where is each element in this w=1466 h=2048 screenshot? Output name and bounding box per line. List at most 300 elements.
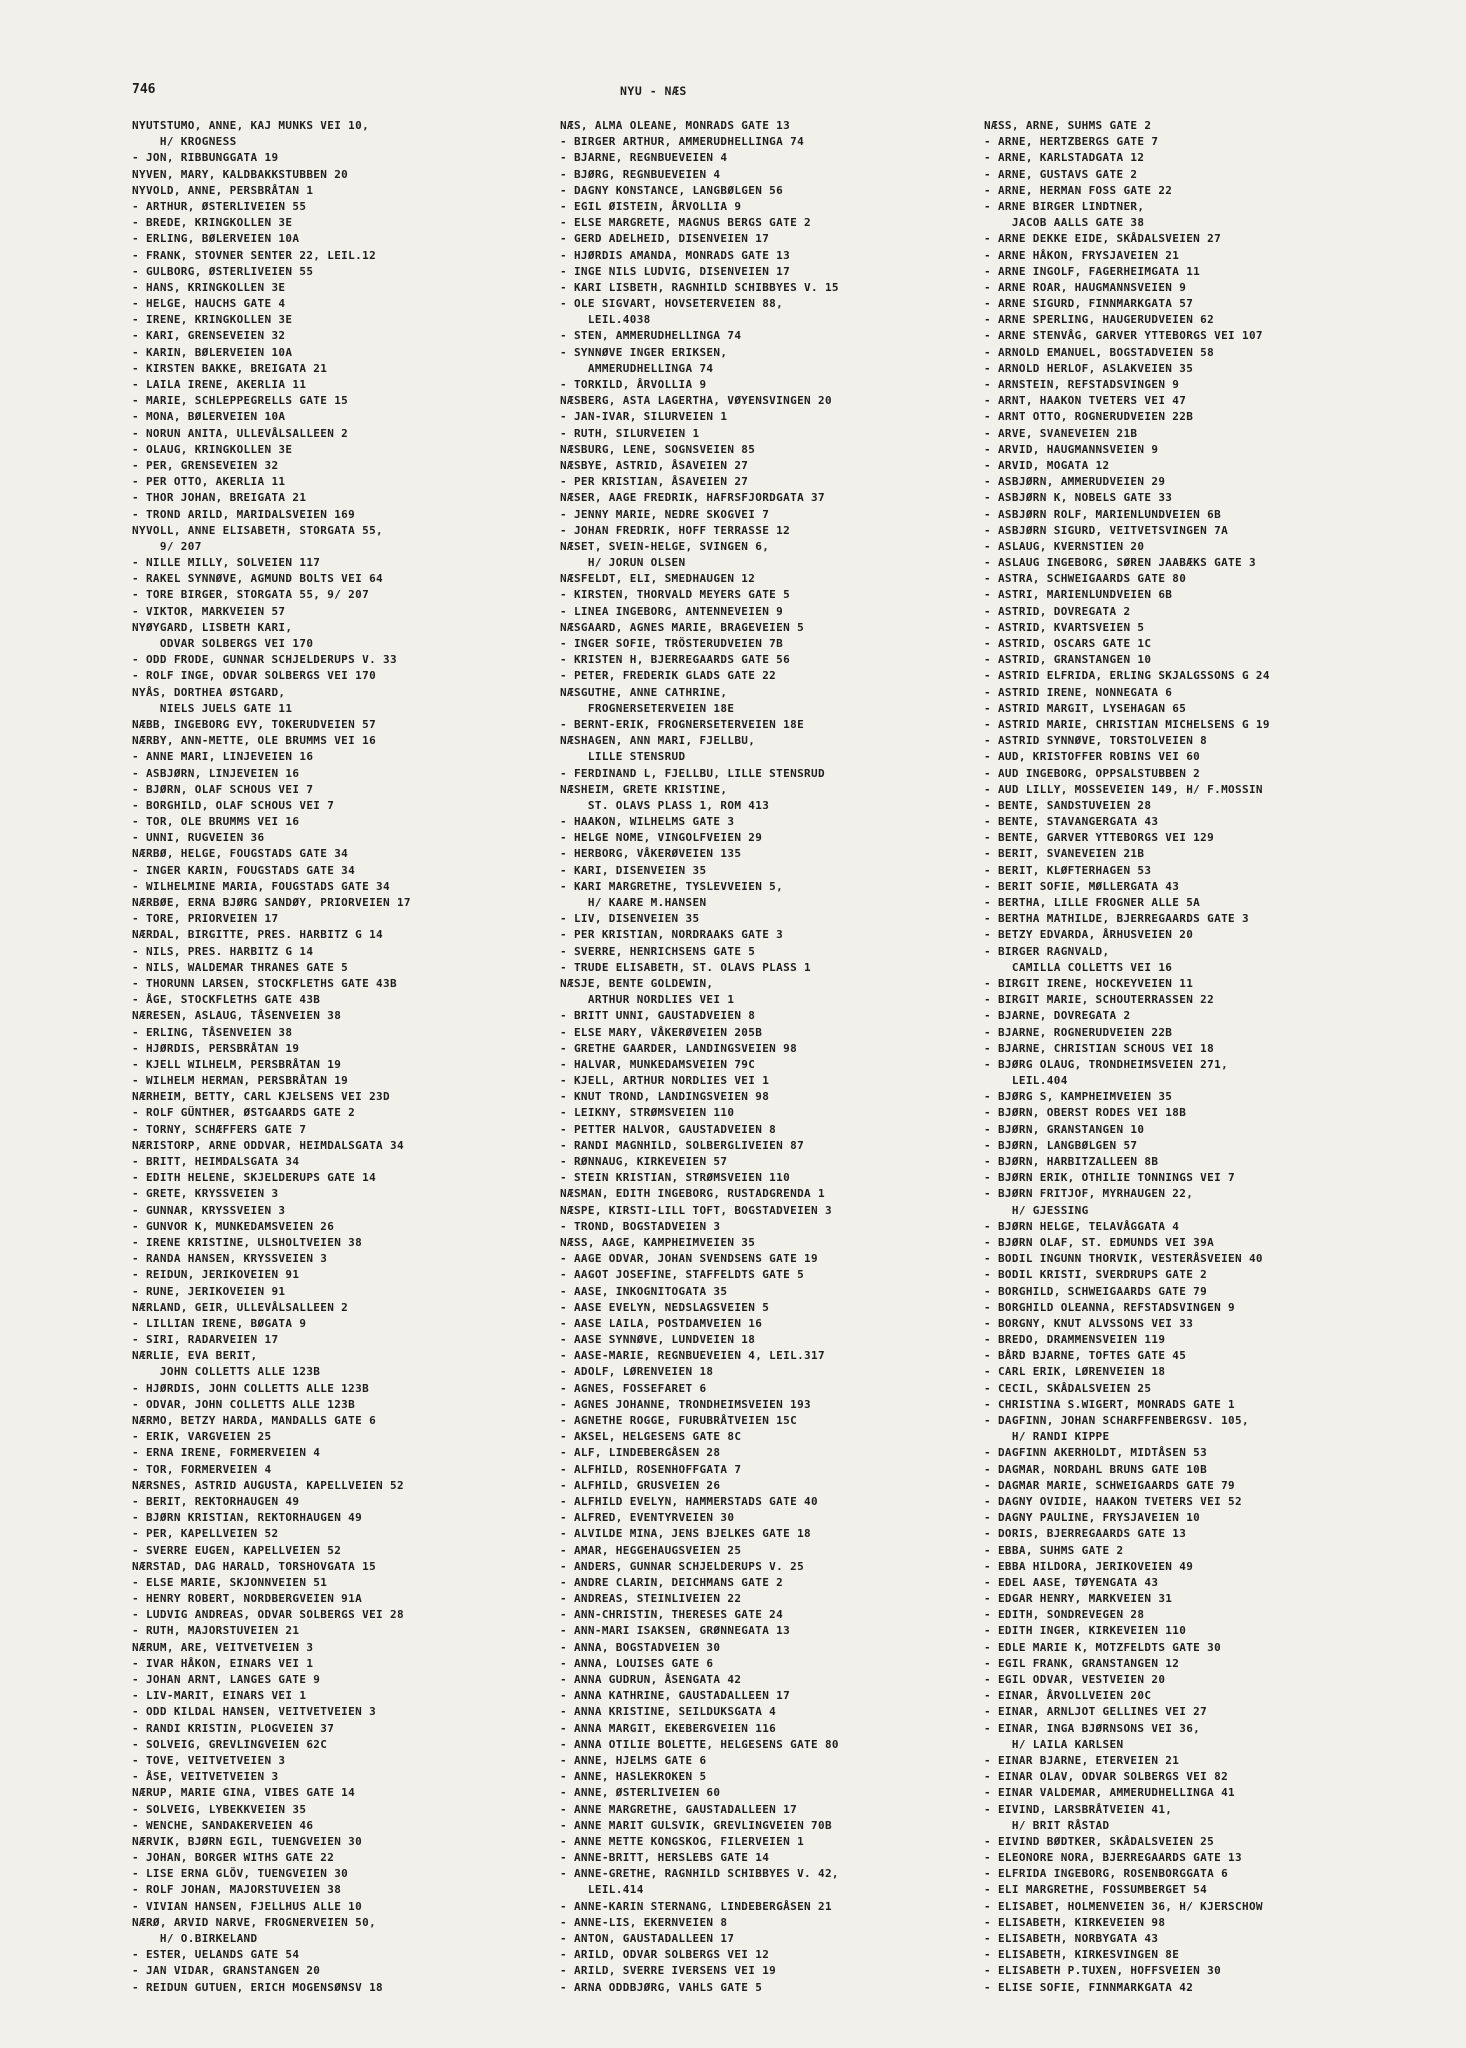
directory-entry-line: - TROND ARILD, MARIDALSVEIEN 169 — [132, 507, 356, 521]
directory-entry-line: - KARI MARGRETHE, TYSLEVVEIEN 5, — [560, 879, 784, 893]
directory-entry-line: - LAILA IRENE, AKERLIA 11 — [132, 378, 307, 391]
directory-entry-line: - AASE EVELYN, NEDSLAGSVEIEN 5 — [560, 1300, 770, 1314]
directory-entry-line: - ANNE-BRITT, HERSLEBS GATE 14 — [560, 1851, 770, 1865]
directory-entry-line: - BODIL KRISTI, SVERDRUPS GATE 2 — [984, 1268, 1208, 1282]
running-head: NYU - NÆS — [620, 84, 687, 98]
directory-entry-line: - TORE, PRIORVEIEN 17 — [132, 912, 279, 926]
directory-entry-line: - GRETHE GAARDER, LANDINGSVEIEN 98 — [560, 1041, 798, 1055]
directory-entry-line: - KNUT TROND, LANDINGSVEIEN 98 — [560, 1090, 770, 1104]
directory-entry-line: - BERIT, KLØFTERHAGEN 53 — [984, 863, 1152, 877]
directory-entry-line: - EINAR, ÅRVOLLVEIEN 20C — [984, 1689, 1152, 1703]
directory-entry-line: NÆBB, INGEBORG EVY, TOKERUDVEIEN 57 — [132, 717, 377, 731]
directory-entry-line: - ELSE MARGRETE, MAGNUS BERGS GATE 2 — [560, 216, 812, 230]
directory-entry-line: - SVERRE, HENRICHSENS GATE 5 — [560, 944, 756, 958]
directory-entry-line: - BJØRG S, KAMPHEIMVEIEN 35 — [984, 1090, 1173, 1104]
directory-entry-line: - REIDUN GUTUEN, ERICH MOGENSØNSV 18 — [132, 1980, 384, 1994]
directory-entry-line: - BJØRN HELGE, TELAVÅGGATA 4 — [984, 1219, 1180, 1233]
directory-entry-line: - EDITH INGER, KIRKEVEIEN 110 — [984, 1624, 1187, 1638]
directory-entry-line: - GUNNAR, KRYSSVEIEN 3 — [132, 1203, 286, 1217]
directory-entry-line: - TOVE, VEITVETVEIEN 3 — [132, 1753, 286, 1767]
directory-entry-line: - HELGE NOME, VINGOLFVEIEN 29 — [560, 831, 763, 845]
directory-entry-line: - ARNE SPERLING, HAUGERUDVEIEN 62 — [984, 313, 1215, 327]
directory-entry-line: - BJØRN FRITJOF, MYRHAUGEN 22, — [984, 1187, 1194, 1201]
directory-entry-line: H/ O.BIRKELAND — [132, 1932, 258, 1945]
directory-entry-line: - DAGMAR MARIE, SCHWEIGAARDS GATE 79 — [984, 1478, 1236, 1492]
directory-entry-line: ARTHUR NORDLIES VEI 1 — [560, 993, 735, 1007]
directory-entry-line: - KRISTEN H, BJERREGAARDS GATE 56 — [560, 653, 791, 667]
directory-entry-line: - LEIKNY, STRØMSVEIEN 110 — [560, 1106, 735, 1120]
directory-entry-line: - EINAR, INGA BJØRNSONS VEI 36, — [984, 1721, 1201, 1735]
directory-entry-line: - CARL ERIK, LØRENVEIEN 18 — [984, 1365, 1166, 1379]
directory-entry-line: - BERTHA, LILLE FROGNER ALLE 5A — [984, 896, 1201, 909]
directory-entry-line: - CHRISTINA S.WIGERT, MONRADS GATE 1 — [984, 1397, 1236, 1411]
directory-entry-line: - DAGNY OVIDIE, HAAKON TVETERS VEI 52 — [984, 1494, 1242, 1508]
directory-entry-line: - GULBORG, ØSTERLIVEIEN 55 — [132, 264, 314, 278]
directory-entry-line: - BJØRG, REGNBUEVEIEN 4 — [560, 167, 721, 181]
directory-entry-line: - BJØRN, HARBITZALLEEN 8B — [984, 1155, 1159, 1168]
directory-entry-line: - BENTE, STAVANGERGATA 43 — [984, 815, 1159, 829]
directory-entry-line: - HAAKON, WILHELMS GATE 3 — [560, 815, 735, 829]
directory-entry-line: - BIRGIT MARIE, SCHOUTERRASSEN 22 — [984, 993, 1215, 1007]
directory-entry-line: - HALVAR, MUNKEDAMSVEIEN 79C — [560, 1057, 756, 1071]
directory-entry-line: NÆRSNES, ASTRID AUGUSTA, KAPELLVEIEN 52 — [132, 1478, 404, 1492]
directory-entry-line: - ARVID, MOGATA 12 — [984, 458, 1110, 472]
directory-entry-line: - ELSE MARIE, SKJONNVEIEN 51 — [132, 1575, 328, 1589]
directory-entry-line: - BJØRG OLAUG, TRONDHEIMSVEIEN 271, — [984, 1057, 1229, 1071]
directory-entry-line: - TOR, OLE BRUMMS VEI 16 — [132, 815, 300, 829]
directory-entry-line: - ERIK, VARGVEIEN 25 — [132, 1430, 272, 1444]
directory-entry-line: - EDLE MARIE K, MOTZFELDTS GATE 30 — [984, 1640, 1222, 1654]
directory-entry-line: NÆRØ, ARVID NARVE, FROGNERVEIEN 50, — [132, 1915, 377, 1929]
directory-entry-line: H/ GJESSING — [984, 1203, 1089, 1217]
directory-entry-line: - ELEONORE NORA, BJERREGAARDS GATE 13 — [984, 1851, 1242, 1865]
directory-entry-line: - JON, RIBBUNGGATA 19 — [132, 151, 279, 165]
directory-entry-line: - EDITH, SONDREVEGEN 28 — [984, 1608, 1145, 1622]
directory-entry-line: - INGER SOFIE, TRÖSTERUDVEIEN 7B — [560, 637, 784, 650]
directory-entry-line: - SYNNØVE INGER ERIKSEN, — [560, 345, 728, 359]
directory-entry-line: - AUD, KRISTOFFER ROBINS VEI 60 — [984, 750, 1201, 764]
directory-entry-line: H/ RANDI KIPPE — [984, 1430, 1110, 1444]
directory-entry-line: - EDGAR HENRY, MARKVEIEN 31 — [984, 1592, 1173, 1606]
directory-entry-line: - AAGE ODVAR, JOHAN SVENDSENS GATE 19 — [560, 1252, 818, 1266]
directory-entry-line: - ANNA KATHRINE, GAUSTADALLEEN 17 — [560, 1689, 791, 1703]
directory-entry-line: NÆRUM, ARE, VEITVETVEIEN 3 — [132, 1640, 314, 1654]
directory-entry-line: - ELI MARGRETHE, FOSSUMBERGET 54 — [984, 1883, 1208, 1897]
directory-entry-line: - NILS, PRES. HARBITZ G 14 — [132, 944, 314, 958]
directory-entry-line: - JAN-IVAR, SILURVEIEN 1 — [560, 410, 728, 424]
directory-entry-line: NÆSMAN, EDITH INGEBORG, RUSTADGRENDA 1 — [560, 1187, 825, 1201]
directory-entry-line: NÆRSTAD, DAG HARALD, TORSHOVGATA 15 — [132, 1559, 377, 1573]
directory-entry-line: - ODD FRODE, GUNNAR SCHJELDERUPS V. 33 — [132, 653, 397, 667]
directory-entry-line: NÆSJE, BENTE GOLDEWIN, — [560, 976, 714, 990]
directory-entry-line: - ROLF INGE, ODVAR SOLBERGS VEI 170 — [132, 669, 377, 683]
directory-entry-line: LEIL.4038 — [560, 313, 651, 327]
directory-entry-line: - SIRI, RADARVEIEN 17 — [132, 1333, 279, 1347]
directory-entry-line: - EINAR OLAV, ODVAR SOLBERGS VEI 82 — [984, 1770, 1229, 1784]
directory-entry-line: - ANDREAS, STEINLIVEIEN 22 — [560, 1592, 742, 1606]
directory-entry-line: - MARIE, SCHLEPPEGRELLS GATE 15 — [132, 394, 349, 408]
directory-entry-line: NIELS JUELS GATE 11 — [132, 701, 293, 715]
directory-entry-line: - ASBJØRN, AMMERUDVEIEN 29 — [984, 475, 1166, 489]
directory-entry-line: - KARI LISBETH, RAGNHILD SCHIBBYES V. 15 — [560, 280, 839, 294]
directory-entry-line: NYVOLL, ANNE ELISABETH, STORGATA 55, — [132, 523, 384, 537]
directory-entry-line: - ARNOLD EMANUEL, BOGSTADVEIEN 58 — [984, 345, 1215, 359]
directory-entry-line: - EINAR BJARNE, ETERVEIEN 21 — [984, 1753, 1180, 1767]
directory-entry-line: NÆSER, AAGE FREDRIK, HAFRSFJORDGATA 37 — [560, 491, 825, 505]
directory-entry-line: - BJØRN OLAF, ST. EDMUNDS VEI 39A — [984, 1235, 1215, 1249]
directory-entry-line: - EBBA, SUHMS GATE 2 — [984, 1543, 1124, 1557]
directory-entry-line: H/ LAILA KARLSEN — [984, 1737, 1124, 1751]
directory-entry-line: - SOLVEIG, GREVLINGVEIEN 62C — [132, 1737, 328, 1751]
directory-entry-line: - BODIL INGUNN THORVIK, VESTERÅSVEIEN 40 — [984, 1252, 1263, 1266]
directory-entry-line: NÆSET, SVEIN-HELGE, SVINGEN 6, — [560, 539, 770, 553]
directory-entry-line: - NORUN ANITA, ULLEVÅLSALLEEN 2 — [132, 426, 349, 440]
directory-entry-line: - ANNE, ØSTERLIVEIEN 60 — [560, 1786, 721, 1800]
directory-entry-line: - RANDI KRISTIN, PLOGVEIEN 37 — [132, 1721, 335, 1735]
directory-entry-line: - ROLF GÜNTHER, ØSTGAARDS GATE 2 — [132, 1106, 356, 1120]
directory-entry-line: - BERNT-ERIK, FROGNERSETERVEIEN 18E — [560, 717, 805, 731]
directory-entry-line: - AASE-MARIE, REGNBUEVEIEN 4, LEIL.317 — [560, 1349, 825, 1363]
directory-entry-line: - ALFHILD EVELYN, HAMMERSTADS GATE 40 — [560, 1494, 818, 1508]
directory-entry-line: - ARNE, HERTZBERGS GATE 7 — [984, 135, 1159, 149]
directory-entry-line: - BJØRN ERIK, OTHILIE TONNINGS VEI 7 — [984, 1171, 1236, 1185]
directory-entry-line: NÆRBY, ANN-METTE, OLE BRUMMS VEI 16 — [132, 734, 377, 748]
directory-entry-line: - KJELL, ARTHUR NORDLIES VEI 1 — [560, 1074, 770, 1088]
directory-entry-line: - ARNE, KARLSTADGATA 12 — [984, 151, 1145, 165]
directory-entry-line: - ODD KILDAL HANSEN, VEITVETVEIEN 3 — [132, 1705, 377, 1719]
directory-entry-line: - INGE NILS LUDVIG, DISENVEIEN 17 — [560, 264, 791, 278]
directory-entry-line: - FRANK, STOVNER SENTER 22, LEIL.12 — [132, 248, 377, 262]
directory-entry-line: FROGNERSETERVEIEN 18E — [560, 701, 735, 715]
directory-entry-line: - ARNT, HAAKON TVETERS VEI 47 — [984, 394, 1187, 408]
directory-entry-line: NÆSGAARD, AGNES MARIE, BRAGEVEIEN 5 — [560, 620, 805, 634]
directory-entry-line: - PER OTTO, AKERLIA 11 — [132, 475, 286, 489]
directory-entry-line: - BJØRN, LANGBØLGEN 57 — [984, 1138, 1138, 1152]
directory-entry-line: - HERBORG, VÅKERØVEIEN 135 — [560, 847, 742, 861]
directory-entry-line: - RANDI MAGNHILD, SOLBERGLIVEIEN 87 — [560, 1138, 805, 1152]
directory-entry-line: - WILHELMINE MARIA, FOUGSTADS GATE 34 — [132, 879, 390, 893]
directory-entry-line: - ANNA MARGIT, EKEBERGVEIEN 116 — [560, 1721, 777, 1735]
directory-entry-line: - TORNY, SCHÆFFERS GATE 7 — [132, 1122, 307, 1136]
directory-entry-line: - ANNE-KARIN STERNANG, LINDEBERGÅSEN 21 — [560, 1899, 832, 1913]
directory-entry-line: - AAGOT JOSEFINE, STAFFELDTS GATE 5 — [560, 1268, 805, 1282]
directory-entry-line: - HJØRDIS, JOHN COLLETTS ALLE 123B — [132, 1381, 370, 1395]
directory-entry-line: - EBBA HILDORA, JERIKOVEIEN 49 — [984, 1559, 1194, 1573]
directory-entry-line: - ASTRID, GRANSTANGEN 10 — [984, 653, 1152, 667]
directory-entry-line: - ANTON, GAUSTADALLEEN 17 — [560, 1932, 735, 1945]
page-number: 746 — [132, 82, 156, 97]
directory-entry-line: - ASTRID, DOVREGATA 2 — [984, 604, 1131, 618]
directory-entry-line: - BREDE, KRINGKOLLEN 3E — [132, 216, 293, 230]
directory-entry-line: - STEIN KRISTIAN, STRØMSVEIEN 110 — [560, 1171, 791, 1185]
directory-entry-line: - TROND, BOGSTADVEIEN 3 — [560, 1219, 721, 1233]
directory-entry-line: - PER KRISTIAN, ÅSAVEIEN 27 — [560, 475, 749, 489]
directory-entry-line: - ANNA, BOGSTADVEIEN 30 — [560, 1640, 721, 1654]
directory-entry-line: - ASLAUG, KVERNSTIEN 20 — [984, 539, 1145, 553]
directory-entry-line: - ELISABETH P.TUXEN, HOFFSVEIEN 30 — [984, 1964, 1222, 1978]
directory-entry-line: - UNNI, RUGVEIEN 36 — [132, 831, 265, 845]
directory-entry-line: - ASTRID, KVARTSVEIEN 5 — [984, 620, 1145, 634]
directory-entry-line: - ANNA GUDRUN, ÅSENGATA 42 — [560, 1673, 742, 1686]
directory-entry-line: - PER, KAPELLVEIEN 52 — [132, 1527, 279, 1541]
directory-entry-line: NÆSS, ARNE, SUHMS GATE 2 — [984, 119, 1152, 132]
directory-entry-line: - AASE LAILA, POSTDAMVEIEN 16 — [560, 1316, 763, 1330]
directory-entry-line: - EGIL ØISTEIN, ÅRVOLLIA 9 — [560, 199, 742, 213]
directory-entry-line: - AGNES JOHANNE, TRONDHEIMSVEIEN 193 — [560, 1397, 812, 1411]
directory-entry-line: - BJARNE, ROGNERUDVEIEN 22B — [984, 1025, 1173, 1039]
directory-entry-line: - TORKILD, ÅRVOLLIA 9 — [560, 378, 707, 391]
directory-entry-line: - NILS, WALDEMAR THRANES GATE 5 — [132, 960, 349, 974]
directory-entry-line: - BETZY EDVARDA, ÅRHUSVEIEN 20 — [984, 928, 1194, 942]
directory-entry-line: AMMERUDHELLINGA 74 — [560, 361, 714, 375]
directory-entry-line: - TRUDE ELISABETH, ST. OLAVS PLASS 1 — [560, 960, 812, 974]
directory-entry-line: H/ KAARE M.HANSEN — [560, 896, 707, 909]
directory-entry-line: NÆRUP, MARIE GINA, VIBES GATE 14 — [132, 1786, 356, 1800]
directory-entry-line: NÆRBØ, HELGE, FOUGSTADS GATE 34 — [132, 847, 349, 861]
directory-entry-line: - ODVAR, JOHN COLLETTS ALLE 123B — [132, 1397, 356, 1411]
directory-entry-line: JOHN COLLETTS ALLE 123B — [132, 1365, 321, 1379]
directory-entry-line: - AUD LILLY, MOSSEVEIEN 149, H/ F.MOSSIN — [984, 782, 1263, 796]
directory-entry-line: - ERNA IRENE, FORMERVEIEN 4 — [132, 1446, 321, 1460]
directory-entry-line: - ARTHUR, ØSTERLIVEIEN 55 — [132, 199, 307, 213]
directory-entry-line: - ASTRA, SCHWEIGAARDS GATE 80 — [984, 572, 1187, 586]
directory-entry-line: - PETTER HALVOR, GAUSTADVEIEN 8 — [560, 1122, 777, 1136]
directory-entry-line: - FERDINAND L, FJELLBU, LILLE STENSRUD — [560, 766, 825, 780]
directory-entry-line: H/ KROGNESS — [132, 135, 237, 149]
directory-entry-line: - ANNA OTILIE BOLETTE, HELGESENS GATE 80 — [560, 1737, 839, 1751]
directory-entry-line: - ASTRID ELFRIDA, ERLING SKJALGSSONS G 24 — [984, 669, 1270, 683]
directory-entry-line: - AGNETHE ROGGE, FURUBRÅTVEIEN 15C — [560, 1414, 798, 1427]
directory-entry-line: - ALFHILD, GRUSVEIEN 26 — [560, 1478, 721, 1492]
directory-entry-line: - LIV, DISENVEIEN 35 — [560, 912, 700, 926]
directory-entry-line: - ASTRID MARIE, CHRISTIAN MICHELSENS G 19 — [984, 717, 1270, 731]
directory-entry-line: - KIRSTEN, THORVALD MEYERS GATE 5 — [560, 588, 791, 602]
directory-entry-line: - LUDVIG ANDREAS, ODVAR SOLBERGS VEI 28 — [132, 1608, 404, 1622]
directory-entry-line: - BJØRN, OLAF SCHOUS VEI 7 — [132, 782, 314, 796]
directory-entry-line: - KJELL WILHELM, PERSBRÅTAN 19 — [132, 1057, 342, 1071]
directory-entry-line: - PER KRISTIAN, NORDRAAKS GATE 3 — [560, 928, 784, 942]
directory-entry-line: - ARNE SIGURD, FINNMARKGATA 57 — [984, 297, 1194, 311]
directory-entry-line: - HENRY ROBERT, NORDBERGVEIEN 91A — [132, 1592, 363, 1606]
directory-entry-line: NÆSBERG, ASTA LAGERTHA, VØYENSVINGEN 20 — [560, 394, 832, 408]
directory-entry-line: NYØYGARD, LISBETH KARI, — [132, 620, 293, 634]
directory-entry-line: 9/ 207 — [132, 539, 202, 553]
directory-entry-line: - ARNE STENVÅG, GARVER YTTEBORGS VEI 107 — [984, 329, 1263, 343]
directory-entry-line: - ELFRIDA INGEBORG, ROSENBORGGATA 6 — [984, 1867, 1229, 1881]
directory-entry-line: - EDITH HELENE, SKJELDERUPS GATE 14 — [132, 1171, 377, 1185]
directory-entry-line: - BJØRN, GRANSTANGEN 10 — [984, 1122, 1145, 1136]
directory-entry-line: - ARILD, SVERRE IVERSENS VEI 19 — [560, 1964, 777, 1978]
directory-entry-line: - ARILD, ODVAR SOLBERGS VEI 12 — [560, 1948, 770, 1962]
directory-entry-line: - JOHAN ARNT, LANGES GATE 9 — [132, 1673, 321, 1686]
directory-entry-line: - ERLING, BØLERVEIEN 10A — [132, 232, 300, 246]
directory-entry-line: NÆRMO, BETZY HARDA, MANDALLS GATE 6 — [132, 1414, 377, 1427]
directory-entry-line: - ARNE BIRGER LINDTNER, — [984, 199, 1145, 213]
directory-entry-line: - ASTRID IRENE, NONNEGATA 6 — [984, 685, 1173, 699]
directory-entry-line: - ASLAUG INGEBORG, SØREN JAABÆKS GATE 3 — [984, 556, 1256, 570]
directory-entry-line: - AASE, INKOGNITOGATA 35 — [560, 1284, 728, 1298]
directory-entry-line: - VIKTOR, MARKVEIEN 57 — [132, 604, 286, 618]
directory-entry-line: - ELISE SOFIE, FINNMARKGATA 42 — [984, 1980, 1194, 1994]
directory-entry-line: - THOR JOHAN, BREIGATA 21 — [132, 491, 307, 505]
directory-entry-line: - EIVIND BØDTKER, SKÅDALSVEIEN 25 — [984, 1834, 1215, 1848]
directory-entry-line: - ANNE METTE KONGSKOG, FILERVEIEN 1 — [560, 1834, 805, 1848]
directory-entry-line: - BENTE, GARVER YTTEBORGS VEI 129 — [984, 831, 1215, 845]
directory-entry-line: LEIL.404 — [984, 1074, 1068, 1088]
directory-entry-line: - EDEL AASE, TØYENGATA 43 — [984, 1575, 1159, 1589]
directory-entry-line: - ARNSTEIN, REFSTADSVINGEN 9 — [984, 378, 1180, 391]
directory-entry-line: - BJØRN, OBERST RODES VEI 18B — [984, 1106, 1187, 1120]
directory-entry-line: - ANNE, HJELMS GATE 6 — [560, 1753, 707, 1767]
directory-entry-line: - ANDRE CLARIN, DEICHMANS GATE 2 — [560, 1575, 784, 1589]
directory-entry-line: - KIRSTEN BAKKE, BREIGATA 21 — [132, 361, 328, 375]
directory-entry-line: NÆSFELDT, ELI, SMEDHAUGEN 12 — [560, 572, 756, 586]
directory-entry-line: - IRENE KRISTINE, ULSHOLTVEIEN 38 — [132, 1235, 363, 1249]
directory-entry-line: LEIL.414 — [560, 1883, 644, 1897]
directory-entry-line: - KARI, GRENSEVEIEN 32 — [132, 329, 286, 343]
directory-entry-line: - ANN-MARI ISAKSEN, GRØNNEGATA 13 — [560, 1624, 791, 1638]
directory-entry-line: - BERIT SOFIE, MØLLERGATA 43 — [984, 879, 1180, 893]
directory-entry-line: ST. OLAVS PLASS 1, ROM 413 — [560, 798, 770, 812]
directory-entry-line: NÆSGUTHE, ANNE CATHRINE, — [560, 685, 728, 699]
directory-entry-line: - WILHELM HERMAN, PERSBRÅTAN 19 — [132, 1074, 349, 1088]
directory-entry-line: - BÅRD BJARNE, TOFTES GATE 45 — [984, 1349, 1187, 1363]
directory-entry-line: - ARNE HÅKON, FRYSJAVEIEN 21 — [984, 248, 1180, 262]
directory-entry-line: - ALFHILD, ROSENHOFFGATA 7 — [560, 1462, 742, 1476]
directory-entry-line: NÆSBYE, ASTRID, ÅSAVEIEN 27 — [560, 458, 749, 472]
directory-entry-line: - ANNE, HASLEKROKEN 5 — [560, 1770, 707, 1784]
directory-entry-line: NÆSHEIM, GRETE KRISTINE, — [560, 782, 728, 796]
directory-entry-line: - BRITT UNNI, GAUSTADVEIEN 8 — [560, 1009, 756, 1023]
directory-entry-line: LILLE STENSRUD — [560, 750, 686, 764]
directory-entry-line: - BIRGIT IRENE, HOCKEYVEIEN 11 — [984, 976, 1194, 990]
directory-entry-line: JACOB AALLS GATE 38 — [984, 216, 1145, 230]
directory-entry-line: - KARIN, BØLERVEIEN 10A — [132, 345, 293, 359]
directory-entry-line: - INGER KARIN, FOUGSTADS GATE 34 — [132, 863, 356, 877]
directory-entry-line: - SVERRE EUGEN, KAPELLVEIEN 52 — [132, 1543, 342, 1557]
directory-entry-line: - ARNE, HERMAN FOSS GATE 22 — [984, 183, 1173, 197]
directory-entry-line: - TOR, FORMERVEIEN 4 — [132, 1462, 272, 1476]
column-2 — [560, 118, 980, 1996]
directory-entry-line: - ARNE ROAR, HAUGMANNSVEIEN 9 — [984, 280, 1187, 294]
directory-entry-line: - ASBJØRN, LINJEVEIEN 16 — [132, 766, 300, 780]
directory-entry-line: - TORE BIRGER, STORGATA 55, 9/ 207 — [132, 588, 370, 602]
directory-entry-line: - BJARNE, REGNBUEVEIEN 4 — [560, 151, 728, 165]
directory-entry-line: NYVOLD, ANNE, PERSBRÅTAN 1 — [132, 183, 314, 197]
directory-entry-line: - GUNVOR K, MUNKEDAMSVEIEN 26 — [132, 1219, 335, 1233]
directory-entry-line: - BORGHILD, OLAF SCHOUS VEI 7 — [132, 798, 335, 812]
directory-entry-line: - RAKEL SYNNØVE, AGMUND BOLTS VEI 64 — [132, 572, 384, 586]
directory-entry-line: - BORGNY, KNUT ALVSSONS VEI 33 — [984, 1316, 1194, 1330]
directory-entry-line: - DORIS, BJERREGAARDS GATE 13 — [984, 1527, 1187, 1541]
directory-entry-line: NYÅS, DORTHEA ØSTGARD, — [132, 685, 286, 699]
directory-entry-line: NÆRISTORP, ARNE ODDVAR, HEIMDALSGATA 34 — [132, 1138, 404, 1152]
directory-entry-line: - ADOLF, LØRENVEIEN 18 — [560, 1365, 714, 1379]
directory-entry-line: - HANS, KRINGKOLLEN 3E — [132, 280, 286, 294]
directory-entry-line: - AKSEL, HELGESENS GATE 8C — [560, 1430, 742, 1444]
directory-entry-line: - ASTRID, OSCARS GATE 1C — [984, 637, 1152, 650]
directory-entry-line: - AUD INGEBORG, OPPSALSTUBBEN 2 — [984, 766, 1201, 780]
directory-entry-line: - SOLVEIG, LYBEKKVEIEN 35 — [132, 1802, 307, 1816]
directory-entry-line: - BJARNE, CHRISTIAN SCHOUS VEI 18 — [984, 1041, 1215, 1055]
directory-entry-line: - ANNE MARI, LINJEVEIEN 16 — [132, 750, 314, 764]
directory-entry-line: - WENCHE, SANDAKERVEIEN 46 — [132, 1818, 314, 1832]
directory-entry-line: - BERIT, REKTORHAUGEN 49 — [132, 1494, 300, 1508]
directory-entry-line: - BIRGER RAGNVALD, — [984, 944, 1110, 958]
directory-entry-line: - ASBJØRN ROLF, MARIENLUNDVEIEN 6B — [984, 507, 1222, 521]
directory-entry-line: - RUNE, JERIKOVEIEN 91 — [132, 1284, 286, 1298]
directory-entry-line: - MONA, BØLERVEIEN 10A — [132, 410, 286, 424]
directory-entry-line: - RUTH, SILURVEIEN 1 — [560, 426, 700, 440]
directory-entry-line: NÆRDAL, BIRGITTE, PRES. HARBITZ G 14 — [132, 928, 384, 942]
directory-entry-line: - RØNNAUG, KIRKEVEIEN 57 — [560, 1155, 728, 1168]
directory-entry-line: - ARNE DEKKE EIDE, SKÅDALSVEIEN 27 — [984, 232, 1222, 246]
column-1 — [132, 118, 552, 1996]
directory-entry-line: - LISE ERNA GLÖV, TUENGVEIEN 30 — [132, 1867, 349, 1881]
directory-entry-line: - KARI, DISENVEIEN 35 — [560, 863, 707, 877]
directory-entry-line: - BERTHA MATHILDE, BJERREGAARDS GATE 3 — [984, 912, 1249, 926]
directory-entry-line: - ANN-CHRISTIN, THERESES GATE 24 — [560, 1608, 784, 1622]
directory-entry-line: H/ BRIT RÅSTAD — [984, 1818, 1110, 1832]
directory-entry-line: - THORUNN LARSEN, STOCKFLETHS GATE 43B — [132, 976, 397, 990]
directory-entry-line: - ANNA, LOUISES GATE 6 — [560, 1656, 714, 1670]
directory-entry-line: - ANNA KRISTINE, SEILDUKSGATA 4 — [560, 1705, 777, 1719]
directory-entry-line: NÆRBØE, ERNA BJØRG SANDØY, PRIORVEIEN 17 — [132, 896, 411, 909]
directory-entry-line: - AMAR, HEGGEHAUGSVEIEN 25 — [560, 1543, 742, 1557]
directory-entry-line: - ARNT OTTO, ROGNERUDVEIEN 22B — [984, 410, 1194, 424]
directory-entry-line: - CECIL, SKÅDALSVEIEN 25 — [984, 1381, 1152, 1395]
directory-entry-line: - EGIL ODVAR, VESTVEIEN 20 — [984, 1673, 1166, 1686]
directory-entry-line: - RANDA HANSEN, KRYSSVEIEN 3 — [132, 1252, 328, 1266]
directory-entry-line: NÆSPE, KIRSTI-LILL TOFT, BOGSTADVEIEN 3 — [560, 1203, 832, 1217]
directory-entry-line: - DAGNY KONSTANCE, LANGBØLGEN 56 — [560, 183, 784, 197]
directory-entry-line: - ESTER, UELANDS GATE 54 — [132, 1948, 300, 1962]
directory-entry-line: - HJØRDIS, PERSBRÅTAN 19 — [132, 1041, 300, 1055]
directory-entry-line: - RUTH, MAJORSTUVEIEN 21 — [132, 1624, 300, 1638]
directory-entry-line: - ARNA ODDBJØRG, VAHLS GATE 5 — [560, 1980, 763, 1994]
directory-entry-line: - ÅSE, VEITVETVEIEN 3 — [132, 1770, 279, 1784]
page-header — [0, 82, 1466, 102]
directory-entry-line: - REIDUN, JERIKOVEIEN 91 — [132, 1268, 300, 1282]
directory-entry-line: - ELISABETH, KIRKESVINGEN 8E — [984, 1948, 1180, 1962]
directory-entry-line: NÆS, ALMA OLEANE, MONRADS GATE 13 — [560, 119, 791, 132]
directory-entry-line: - ASTRID MARGIT, LYSEHAGAN 65 — [984, 701, 1187, 715]
directory-entry-line: - ARNOLD HERLOF, ASLAKVEIEN 35 — [984, 361, 1194, 375]
directory-entry-line: - NILLE MILLY, SOLVEIEN 117 — [132, 556, 321, 570]
directory-entry-line: NÆRESEN, ASLAUG, TÅSENVEIEN 38 — [132, 1009, 342, 1023]
directory-entry-line: - LIV-MARIT, EINARS VEI 1 — [132, 1689, 307, 1703]
directory-entry-line: - JOHAN FREDRIK, HOFF TERRASSE 12 — [560, 523, 791, 537]
directory-entry-line: - BRITT, HEIMDALSGATA 34 — [132, 1155, 300, 1168]
directory-entry-line: - PETER, FREDERIK GLADS GATE 22 — [560, 669, 777, 683]
directory-entry-line: - ALFRED, EVENTYRVEIEN 30 — [560, 1511, 735, 1525]
directory-entry-line: NÆRVIK, BJØRN EGIL, TUENGVEIEN 30 — [132, 1834, 363, 1848]
directory-entry-line: - ARVE, SVANEVEIEN 21B — [984, 426, 1138, 440]
directory-entry-line: - ROLF JOHAN, MAJORSTUVEIEN 38 — [132, 1883, 342, 1897]
directory-entry-line: H/ JORUN OLSEN — [560, 556, 686, 570]
directory-entry-line: - EIVIND, LARSBRÅTVEIEN 41, — [984, 1802, 1173, 1816]
directory-entry-line: - EGIL FRANK, GRANSTANGEN 12 — [984, 1656, 1180, 1670]
directory-entry-line: - ARNE INGOLF, FAGERHEIMGATA 11 — [984, 264, 1201, 278]
column-3 — [984, 118, 1454, 1996]
directory-entry-line: - AGNES, FOSSEFARET 6 — [560, 1381, 707, 1395]
directory-entry-line: ODVAR SOLBERGS VEI 170 — [132, 637, 314, 650]
directory-entry-line: - AASE SYNNØVE, LUNDVEIEN 18 — [560, 1333, 756, 1347]
directory-entry-line: NÆRLAND, GEIR, ULLEVÅLSALLEEN 2 — [132, 1300, 349, 1314]
directory-entry-line: - JAN VIDAR, GRANSTANGEN 20 — [132, 1964, 321, 1978]
directory-entry-line: - DAGFINN AKERHOLDT, MIDTÅSEN 53 — [984, 1446, 1208, 1460]
directory-entry-line: - DAGFINN, JOHAN SCHARFFENBERGSV. 105, — [984, 1414, 1249, 1427]
